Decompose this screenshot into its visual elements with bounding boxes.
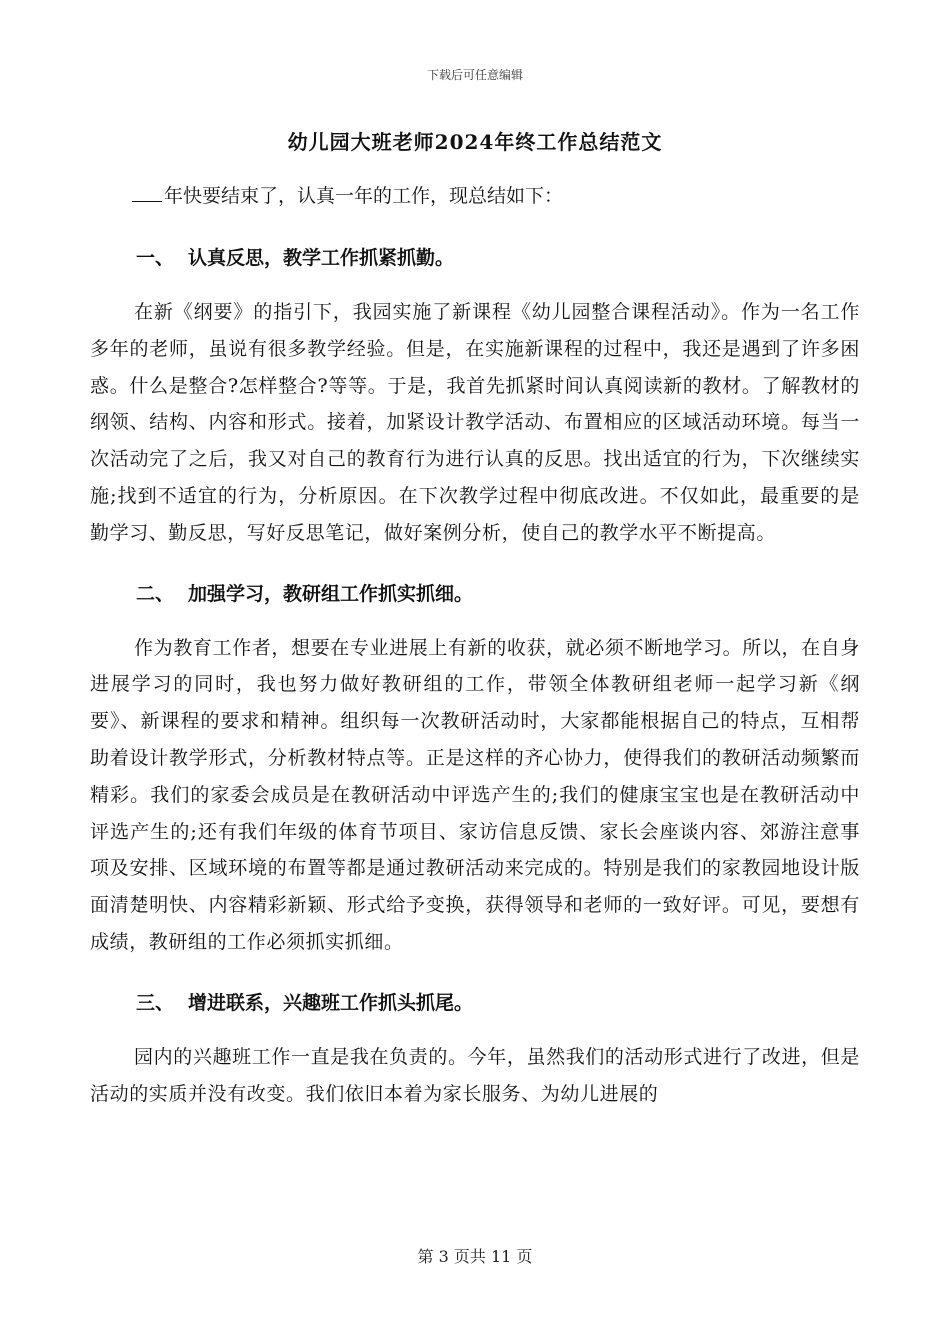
section-heading-text: 加强学习，教研组工作抓实抓细。	[188, 582, 474, 605]
section-heading-text: 认真反思，教学工作抓紧抓勤。	[188, 247, 455, 269]
section-heading-1	[90, 240, 860, 276]
document-title: 幼儿园大班老师2024年终工作总结范文	[287, 130, 663, 154]
section-heading-3	[90, 985, 860, 1021]
blank-underline	[132, 200, 162, 202]
section-number: 三、	[136, 991, 175, 1014]
section-heading-text: 增进联系，兴趣班工作抓头抓尾。	[188, 991, 474, 1014]
section-paragraph-3: 园内的兴趣班工作一直是我在负责的。今年，虽然我们的活动形式进行了改进，但是活动的实质并没有改变。我们依旧本着为家长服务、为幼儿进展的	[90, 1045, 860, 1105]
document-body	[90, 178, 860, 1136]
intro-paragraph	[90, 178, 860, 214]
page-footer: 第 3 页共 11 页	[417, 1247, 533, 1266]
section-heading-2	[90, 576, 860, 612]
intro-text: 年快要结束了，认真一年的工作，现总结如下：	[164, 185, 564, 207]
section-number: 二、	[136, 582, 175, 605]
section-paragraph-2: 作为教育工作者，想要在专业进展上有新的收获，就必须不断地学习。所以，在自身进展学习的同时，我也努力做好教研组的工作，带领全体教研组老师一起学习新《纲要》、新课程的要求和精神。组织每一次教研活动时，大家都能根据自己的特点，互相帮助着设计教学形式，分析教材特点等。正是这样的齐心协力，使得我们的教研活动频繁而精彩。我们的家委会成员是在教研活动中评选产生的;我们的健康宝宝也是在教研活动中评选产生的;还有我们年级的体育节项目、家访信息反馈、家长会座谈内容、郊游注意事项及安排、区域环境的布置等都是通过教研活动来完成的。特别是我们的家教园地设计版面清楚明快、内容精彩新颖、形式给予变换，获得领导和老师的一致好评。可见，要想有成绩，教研组的工作必须抓实抓细。	[90, 636, 860, 953]
header-note: 下载后可任意编辑	[426, 68, 523, 82]
section-number: 一、	[136, 247, 175, 269]
section-paragraph-1: 在新《纲要》的指引下，我园实施了新课程《幼儿园整合课程活动》。作为一名工作多年的老师，虽说有很多教学经验。但是，在实施新课程的过程中，我还是遇到了许多困惑。什么是整合?怎样整合?等等。于是，我首先抓紧时间认真阅读新的教材。了解教材的纲领、结构、内容和形式。接着，加紧设计教学活动、布置相应的区域活动环境。每当一次活动完了之后，我又对自己的教育行为进行认真的反思。找出适宜的行为，下次继续实施;找到不适宜的行为，分析原因。在下次教学过程中彻底改进。不仅如此，最重要的是勤学习、勤反思，写好反思笔记，做好案例分析，使自己的教学水平不断提高。	[90, 301, 860, 544]
